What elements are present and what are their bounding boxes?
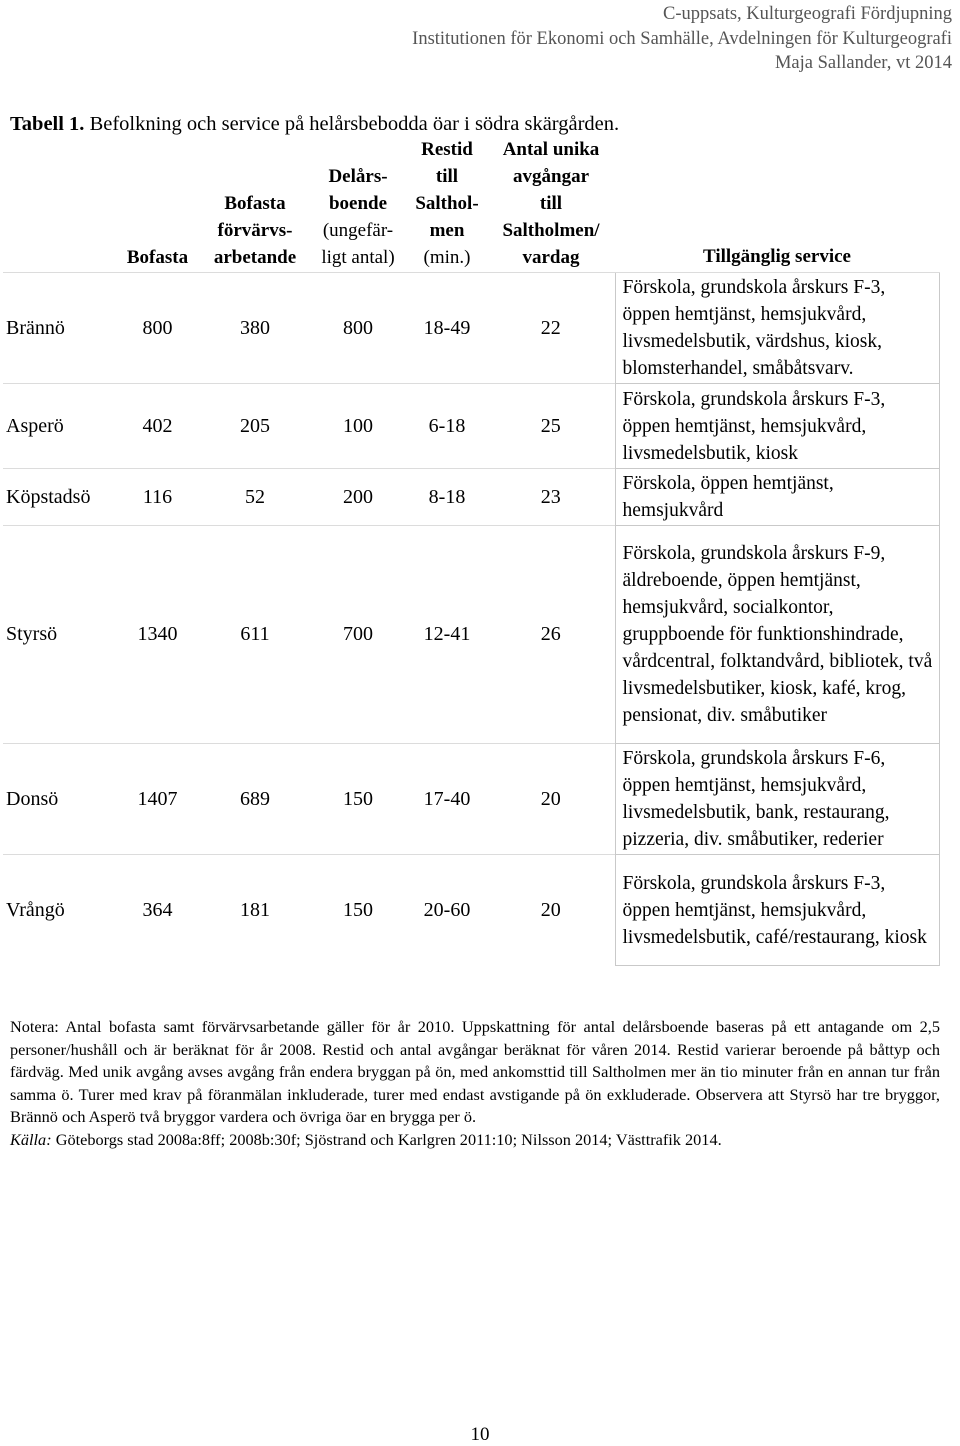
- col-header-delars: Delårs- boende (ungefär- ligt antal): [309, 136, 407, 273]
- cell-bofasta: 402: [114, 384, 201, 469]
- island-name: Asperö: [3, 384, 114, 469]
- island-name: Vrångö: [3, 855, 114, 966]
- cell-forvarvs: 689: [201, 744, 309, 855]
- table-row: [3, 855, 939, 966]
- notes-text: Notera: Antal bofasta samt förvärvsarbetande gäller för år 2010. Uppskattning för antal delårsboende baseras på ett antagande om 2,5 personer/hushåll och är beräknat för år 2008. Restid och antal avgångar beräknat för våren 2014. Restid varierar beroende på båttyp och färdväg. Med unik avgång avses avgång från endera bryggan på ön, med ankomsttid till Saltholmen mer än tio minuter från en annan tur från samma ö. Turer med krav på föranmälan inkluderade, turer med endast avstigande på ön exkluderade. Observera att Styrsö har tre bryggor, Brännö och Asperö två bryggor vardera och övriga öar en brygga per ö.: [10, 1017, 940, 1126]
- cell-restid: 6-18: [407, 384, 487, 469]
- cell-delars: 800: [343, 316, 373, 339]
- col-header-island: [3, 136, 114, 273]
- cell-forvarvs: 52: [201, 469, 309, 526]
- table-caption: [10, 113, 619, 136]
- cell-restid: 17-40: [407, 744, 487, 855]
- cell-service: Förskola, grundskola årskurs F-3, öppen hemtjänst, hemsjukvård, livsmedelsbutik, café/restaurang, kiosk: [615, 855, 939, 966]
- source-line: [10, 1129, 940, 1152]
- cell-restid: 20-60: [407, 855, 487, 966]
- header-course: C-uppsats, Kulturgeografi Fördjupning: [663, 4, 952, 24]
- cell-avgangar: 20: [487, 744, 615, 855]
- source-label: Källa:: [10, 1129, 52, 1149]
- cell-service: Förskola, grundskola årskurs F-9, äldreboende, öppen hemtjänst, hemsjukvård, socialkontor, gruppboende för funktionshindrade, vårdcentral, folktandvård, bibliotek, två livsmedelsbutiker, kiosk, kafé, krog, pensionat, div. småbutiker: [615, 526, 939, 744]
- cell-bofasta: 116: [114, 469, 201, 526]
- cell-avgangar: 26: [487, 526, 615, 744]
- col-header-service: Tillgänglig service: [615, 136, 939, 273]
- col-header-avgangar: Antal unika avgångar till Saltholmen/ vardag: [487, 136, 615, 273]
- cell-delars: 150: [309, 744, 407, 855]
- caption-label: Tabell 1.: [10, 113, 85, 135]
- table-row: [3, 469, 939, 526]
- table-row: [3, 384, 939, 469]
- cell-forvarvs: 181: [201, 855, 309, 966]
- cell-service: Förskola, öppen hemtjänst, hemsjukvård: [615, 469, 939, 526]
- source-text: Göteborgs stad 2008a:8ff; 2008b:30f; Sjöstrand och Karlgren 2011:10; Nilsson 2014; Västtrafik 2014.: [51, 1129, 722, 1149]
- cell-bofasta: 1340: [114, 526, 201, 744]
- cell-service: Förskola, grundskola årskurs F-3, öppen hemtjänst, hemsjukvård, livsmedelsbutik, värdshus, kiosk, blomsterhandel, småbåtsvarv.: [615, 273, 939, 384]
- table-row: [3, 526, 939, 744]
- cell-forvarvs: 205: [201, 384, 309, 469]
- cell-restid: 12-41: [407, 526, 487, 744]
- cell-service: Förskola, grundskola årskurs F-6, öppen hemtjänst, hemsjukvård, livsmedelsbutik, bank, restaurang, pizzeria, div. småbutiker, rederier: [615, 744, 939, 855]
- cell-service: Förskola, grundskola årskurs F-3, öppen hemtjänst, hemsjukvård, livsmedelsbutik, kiosk: [615, 384, 939, 469]
- cell-avgangar: 25: [487, 384, 615, 469]
- table-row: [3, 273, 939, 384]
- cell-delars: 200: [309, 469, 407, 526]
- col-header-forvarvs: Bofasta förvärvs- arbetande: [201, 136, 309, 273]
- table-notes: [10, 1016, 940, 1151]
- cell-restid: 8-18: [407, 469, 487, 526]
- page-number: 10: [470, 1424, 490, 1445]
- island-name: Styrsö: [3, 526, 114, 744]
- cell-forvarvs: 611: [201, 526, 309, 744]
- col-header-bofasta: Bofasta: [114, 136, 201, 273]
- cell-bofasta: 1407: [114, 744, 201, 855]
- header-institution: Institutionen för Ekonomi och Samhälle, Avdelningen för Kulturgeografi: [412, 28, 952, 49]
- cell-avgangar: 22: [540, 316, 561, 339]
- header-author: Maja Sallander, vt 2014: [774, 53, 952, 73]
- population-service-table: [3, 136, 940, 966]
- page-header: [412, 2, 952, 76]
- cell-delars: 100: [309, 384, 407, 469]
- table-row: [3, 744, 939, 855]
- cell-avgangar: 23: [487, 469, 615, 526]
- island-name: Donsö: [3, 744, 114, 855]
- cell-avgangar: 20: [487, 855, 615, 966]
- island-name: Brännö: [6, 316, 65, 339]
- table-header-row: [3, 136, 939, 273]
- caption-text: Befolkning och service på helårsbebodda öar i södra skärgården.: [84, 113, 620, 135]
- cell-bofasta: 800: [142, 316, 173, 339]
- cell-delars: 150: [309, 855, 407, 966]
- island-name: Köpstadsö: [3, 469, 114, 526]
- cell-forvarvs: 380: [240, 316, 270, 339]
- cell-restid: 18-49: [423, 316, 471, 339]
- cell-bofasta: 364: [114, 855, 201, 966]
- cell-delars: 700: [309, 526, 407, 744]
- col-header-restid: Restid till Salthol- men (min.): [407, 136, 487, 273]
